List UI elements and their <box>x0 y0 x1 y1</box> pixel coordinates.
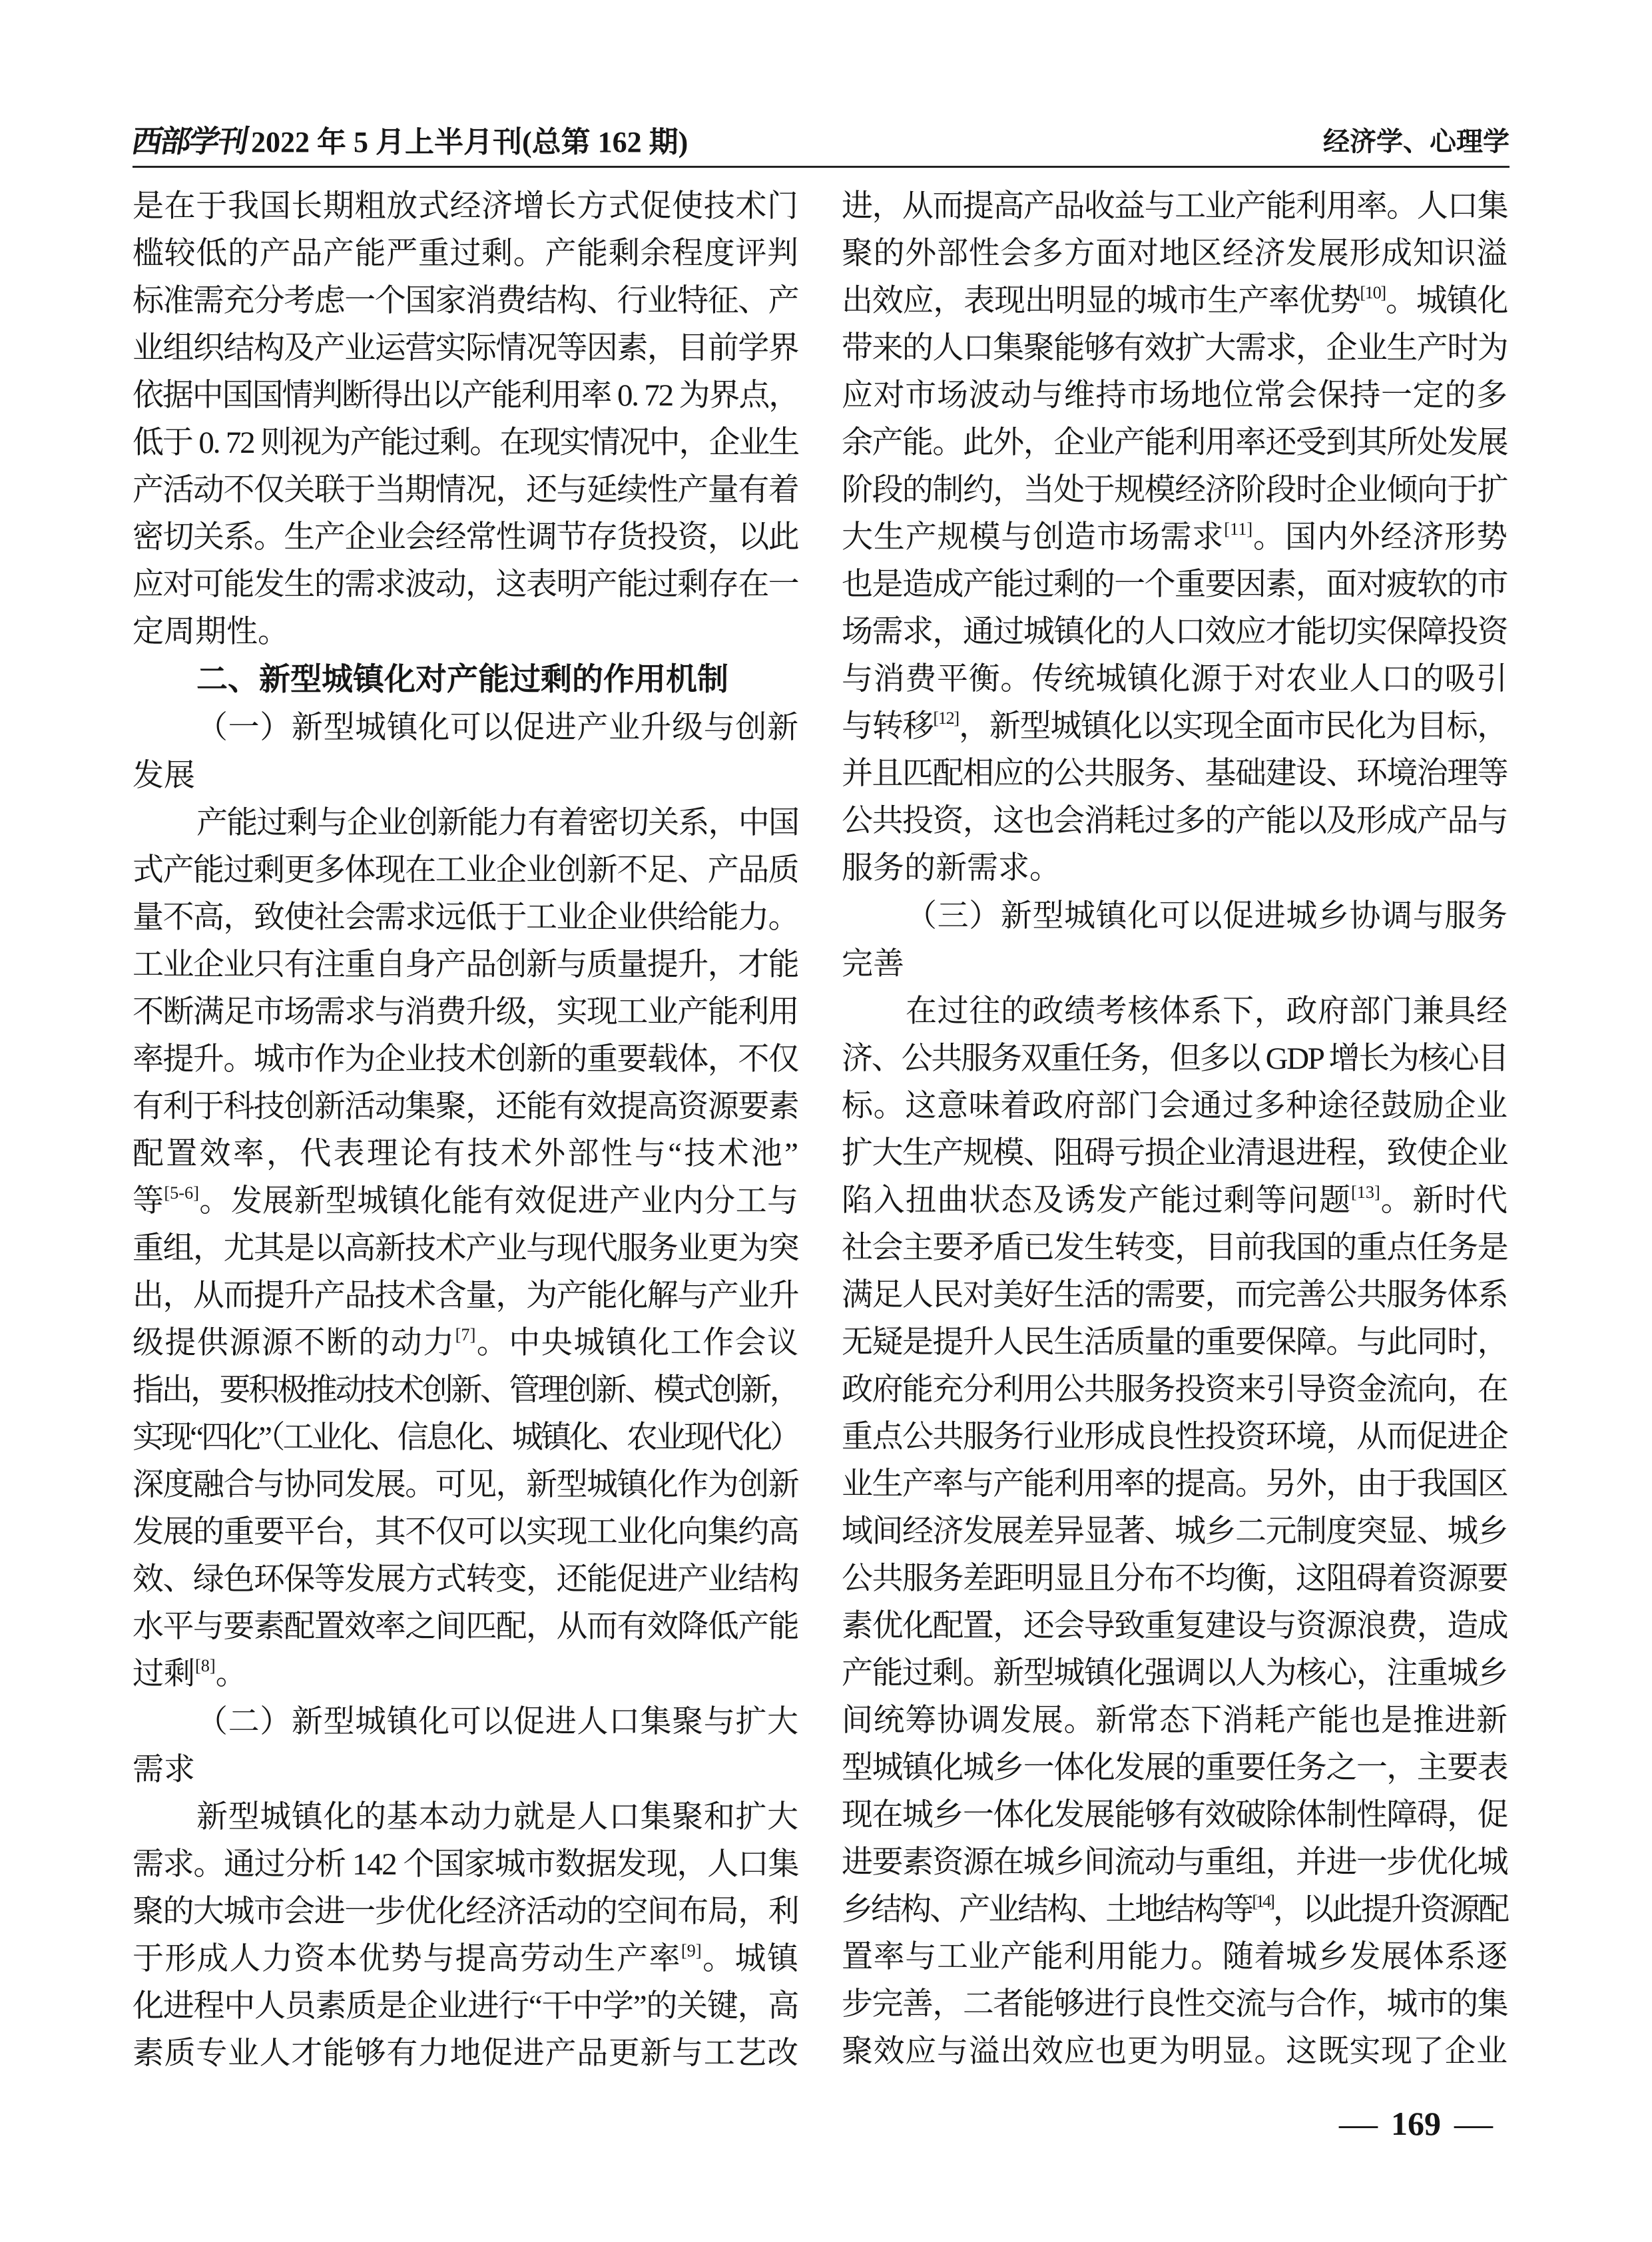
text-line: 政府能充分利用公共服务投资来引导资金流向，在 <box>842 1372 1508 1407</box>
text-line: 定周期性。 <box>133 615 289 649</box>
citation-ref: [5-6] <box>164 1183 199 1203</box>
text-line: 需求 <box>133 1753 195 1787</box>
text-line: 域间经济发展差异显著、城乡二元制度突显、城乡 <box>842 1514 1508 1549</box>
text-line: 济、公共服务双重任务，但多以 GDP 增长为核心目 <box>842 1041 1508 1076</box>
text-line: 公共服务差距明显且分布不均衡，这阻碍着资源要 <box>842 1561 1508 1596</box>
paragraph <box>842 183 1508 892</box>
text-line: 产能过剩与企业创新能力有着密切关系，中国 <box>196 806 798 840</box>
text-line: 式产能过剩更多体现在工业企业创新不足、产品质 <box>133 853 798 888</box>
text-line: 有利于科技创新活动集聚，还能有效提高资源要素 <box>133 1089 798 1124</box>
citation-ref: [7] <box>455 1325 476 1345</box>
text-line: 应对市场波动与维持市场地位常会保持一定的多 <box>842 378 1508 413</box>
text-line: 型城镇化城乡一体化发展的重要任务之一，主要表 <box>842 1751 1508 1785</box>
text-line: 满足人民对美好生活的需要，而完善公共服务体系 <box>842 1278 1508 1312</box>
text-line: 并且匹配相应的公共服务、基础建设、环境治理等 <box>842 756 1508 791</box>
text-line: 不断满足市场需求与消费升级，实现工业产能利用 <box>133 995 798 1029</box>
text-line: 素优化配置，还会导致重复建设与资源浪费，造成 <box>842 1609 1508 1643</box>
text-line: 深度融合与协同发展。可见，新型城镇化作为创新 <box>133 1468 798 1502</box>
text-line: 量不高，致使社会需求远低于工业企业供给能力。 <box>133 900 798 935</box>
citation-ref: [14] <box>1252 1892 1273 1912</box>
text-line: 过剩[8]。 <box>133 1656 247 1691</box>
text-line: 陷入扭曲状态及诱发产能过剩等问题[13]。新时代 <box>842 1183 1508 1218</box>
text-line: 发展 <box>133 758 195 793</box>
text-line: 新型城镇化的基本动力就是人口集聚和扩大 <box>196 1800 798 1834</box>
paragraph <box>842 988 1508 2076</box>
text-line: 配置效率，代表理论有技术外部性与“技术池” <box>133 1137 798 1171</box>
section-heading <box>133 656 798 704</box>
text-line: 社会主要矛盾已发生转变，目前我国的重点任务是 <box>842 1231 1508 1265</box>
paragraph <box>133 183 798 656</box>
text-line: 完善 <box>842 947 904 981</box>
text-line: （二）新型城镇化可以促进人口集聚与扩大 <box>196 1705 798 1739</box>
subsection-heading <box>842 892 1508 988</box>
running-header <box>129 119 1510 160</box>
text-line: 水平与要素配置效率之间匹配，从而有效降低产能 <box>133 1609 798 1644</box>
text-line: 重点公共服务行业形成良性投资环境，从而促进企 <box>842 1420 1508 1454</box>
text-line: 工业企业只有注重自身产品创新与质量提升，才能 <box>133 948 798 982</box>
text-line: 带来的人口集聚能够有效扩大需求，企业生产时为 <box>842 331 1508 366</box>
text-line: 大生产规模与创造市场需求[11]。国内外经济形势 <box>842 519 1508 555</box>
section-name: 经济学、心理学 <box>1323 126 1510 157</box>
text-line: 化进程中人员素质是企业进行“干中学”的关键，高 <box>133 1989 798 2024</box>
text-line: 也是造成产能过剩的一个重要因素，面对疲软的市 <box>842 567 1508 602</box>
header-rule <box>133 166 1510 168</box>
text-line: 聚的外部性会多方面对地区经济发展形成知识溢 <box>842 236 1508 271</box>
text-line: 效、绿色环保等发展方式转变，还能促进产业结构 <box>133 1562 798 1597</box>
text-line: 级提供源源不断的动力[7]。中央城镇化工作会议 <box>133 1325 798 1360</box>
text-line: 是在于我国长期粗放式经济增长方式促使技术门 <box>133 189 798 224</box>
text-line: 标准需充分考虑一个国家消费结构、行业特征、产 <box>133 284 798 318</box>
text-line: 进要素资源在城乡间流动与重组，并进一步优化城 <box>842 1845 1508 1880</box>
text-line: （三）新型城镇化可以促进城乡协调与服务 <box>906 899 1508 934</box>
text-line: 间统筹协调发展。新常态下消耗产能也是推进新 <box>842 1703 1508 1738</box>
text-line: 产能过剩。新型城镇化强调以人为核心，注重城乡 <box>842 1656 1508 1691</box>
page-number: 169 <box>1391 2105 1441 2142</box>
subsection-heading <box>133 704 798 800</box>
footer-dash-right: — <box>1454 2102 1493 2145</box>
text-line: 置率与工业产能利用能力。随着城乡发展体系逐 <box>842 1940 1508 1974</box>
subsection-heading <box>133 1698 798 1794</box>
left-column <box>133 183 798 2078</box>
header-left <box>129 117 688 161</box>
citation-ref: [13] <box>1350 1183 1380 1203</box>
right-column <box>842 183 1508 2076</box>
text-line: 低于 0. 72 则视为产能过剩。在现实情况中，企业生 <box>133 425 798 460</box>
citation-ref: [10] <box>1360 283 1386 303</box>
text-line: 率提升。城市作为企业技术创新的重要载体，不仅 <box>133 1042 798 1077</box>
text-line: 公共投资，这也会消耗过多的产能以及形成产品与 <box>842 804 1508 838</box>
text-line: 无疑是提升人民生活质量的重要保障。与此同时， <box>842 1325 1508 1360</box>
text-line: 进，从而提高产品收益与工业产能利用率。人口集 <box>842 189 1508 224</box>
citation-ref: [12] <box>933 708 959 728</box>
text-line: 聚的大城市会进一步优化经济活动的空间布局，利 <box>133 1894 798 1929</box>
citation-ref: [8] <box>195 1656 216 1676</box>
text-line: 二、新型城镇化对产能过剩的作用机制 <box>196 661 728 698</box>
text-line: 步完善，二者能够进行良性交流与合作，城市的集 <box>842 1987 1508 2022</box>
text-line: 密切关系。生产企业会经常性调节存货投资，以此 <box>133 520 798 555</box>
text-line: 余产能。此外，企业产能利用率还受到其所处发展 <box>842 425 1508 460</box>
text-line: 素质专业人才能够有力地促进产品更新与工艺改 <box>133 2036 798 2071</box>
issue-info: 2022 年 5 月上半月刊(总第 162 期) <box>251 126 688 158</box>
text-line: 聚效应与溢出效应也更为明显。这既实现了企业 <box>842 2034 1508 2069</box>
journal-logo: 西部学刊 <box>129 123 250 159</box>
text-line: 扩大生产规模、阻碍亏损企业清退进程，致使企业 <box>842 1136 1508 1171</box>
paragraph <box>133 1794 798 2078</box>
text-line: 重组，尤其是以高新技术产业与现代服务业更为突 <box>133 1231 798 1266</box>
text-line: （一）新型城镇化可以促进产业升级与创新 <box>196 710 798 745</box>
text-line: 业组织结构及产业运营实际情况等因素，目前学界 <box>133 331 798 366</box>
text-line: 出效应，表现出明显的城市生产率优势[10]。城镇化 <box>842 283 1508 318</box>
footer-dash-left: — <box>1339 2102 1378 2145</box>
text-line: 依据中国国情判断得出以产能利用率 0. 72 为界点， <box>133 378 798 413</box>
text-line: 需求。通过分析 142 个国家城市数据发现，人口集 <box>133 1847 798 1882</box>
text-line: 槛较低的产品产能严重过剩。产能剩余程度评判 <box>133 236 798 271</box>
text-line: 于形成人力资本优势与提高劳动生产率[9]。城镇 <box>133 1941 799 1976</box>
text-line: 实现“四化”（工业化、信息化、城镇化、农业现代化） <box>133 1420 798 1455</box>
text-line: 现在城乡一体化发展能够有效破除体制性障碍，促 <box>842 1798 1508 1832</box>
text-line: 产活动不仅关联于当期情况，还与延续性产量有着 <box>133 473 798 507</box>
text-line: 场需求，通过城镇化的人口效应才能切实保障投资 <box>842 615 1508 649</box>
text-line: 业生产率与产能利用率的提高。另外，由于我国区 <box>842 1467 1508 1502</box>
paragraph <box>133 800 798 1698</box>
text-line: 标。这意味着政府部门会通过多种途径鼓励企业 <box>842 1089 1508 1123</box>
text-line: 在过往的政绩考核体系下，政府部门兼具经 <box>906 994 1508 1029</box>
text-line: 服务的新需求。 <box>842 851 1061 886</box>
text-line: 乡结构、产业结构、土地结构等[14]，以此提升资源配 <box>842 1892 1508 1927</box>
text-line: 指出，要积极推动技术创新、管理创新、模式创新， <box>133 1373 798 1408</box>
text-line: 与转移[12]，新型城镇化以实现全面市民化为目标， <box>842 708 1508 744</box>
text-line: 阶段的制约，当处于规模经济阶段时企业倾向于扩 <box>842 473 1508 507</box>
text-line: 与消费平衡。传统城镇化源于对农业人口的吸引 <box>842 662 1508 697</box>
citation-ref: [9] <box>681 1941 702 1961</box>
citation-ref: [11] <box>1224 519 1253 539</box>
text-line: 等[5-6]。发展新型城镇化能有效促进产业内分工与 <box>133 1183 799 1219</box>
text-line: 应对可能发生的需求波动，这表明产能过剩存在一 <box>133 567 798 602</box>
page-footer <box>1339 2103 1493 2143</box>
text-line: 发展的重要平台，其不仅可以实现工业化向集约高 <box>133 1515 798 1549</box>
text-line: 出，从而提升产品技术含量，为产能化解与产业升 <box>133 1278 798 1313</box>
